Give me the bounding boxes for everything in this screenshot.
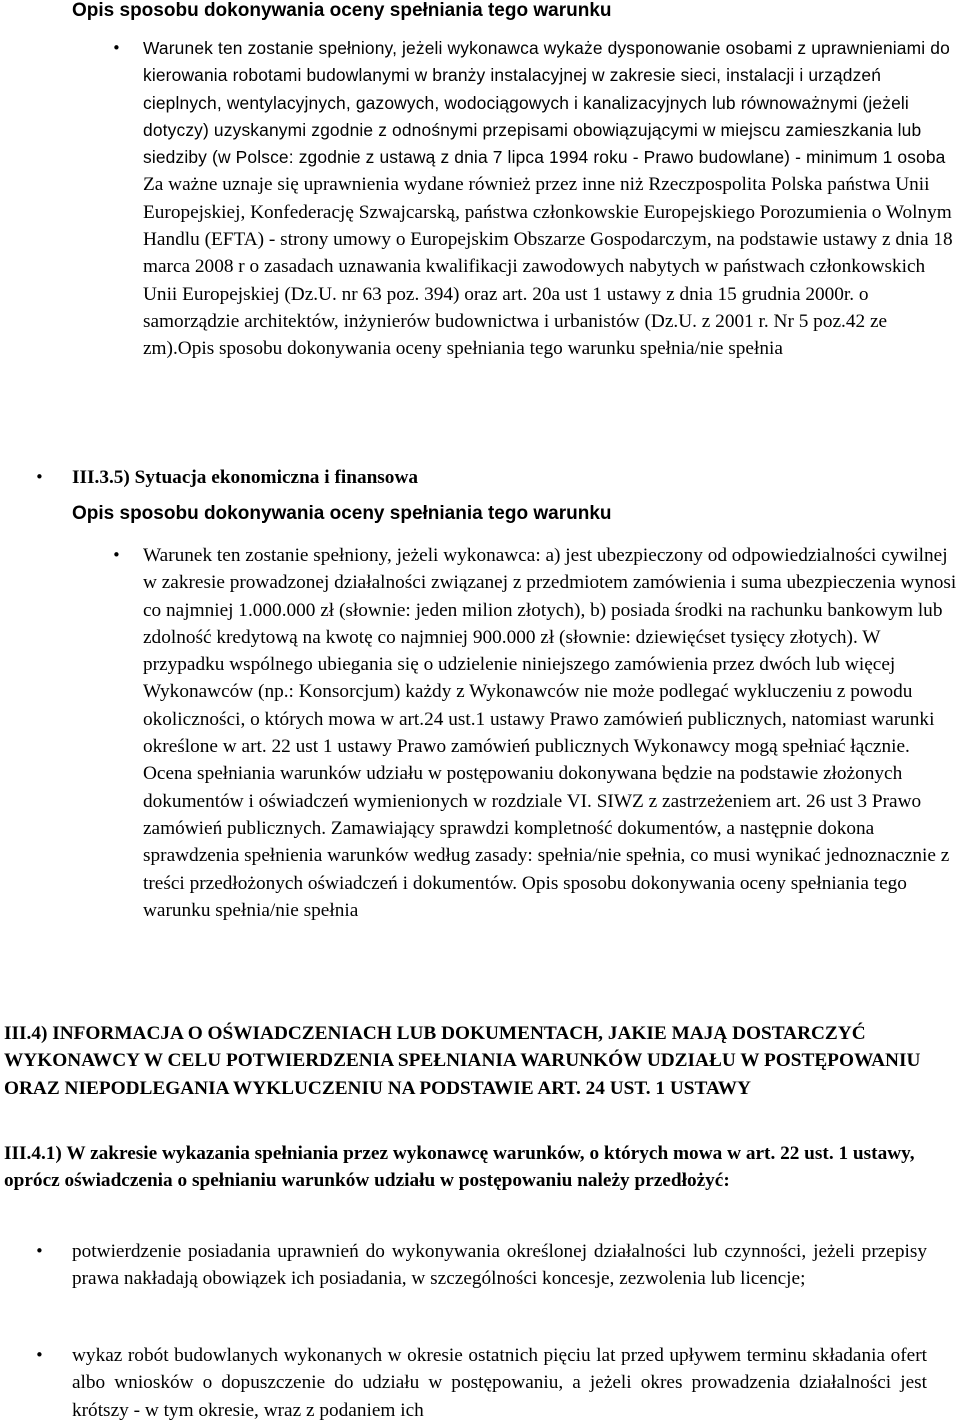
section-iii-3-5: [35, 464, 419, 491]
section-iii-3-5-title: III.3.5) Sytuacja ekonomiczna i finansowa: [72, 467, 419, 488]
assessment-heading: Opis sposobu dokonywania oceny spełniania tego warunku: [72, 503, 612, 524]
bullet-icon: •: [112, 39, 121, 57]
financial-requirement-text: Warunek ten zostanie spełniony, jeżeli wykonawca: a) jest ubezpieczony od odpowiedzialności cywilnej w zakresie prowadzonej działalności związanej z przedmiotem zamówienia i suma ubezpieczenia wynosi co najmniej 1.000.000 zł (słownie: jeden milion złotych), b) posiada środki na rachunku bankowym lub zdolność kredytową na kwotę co najmniej 900.000 zł (słownie: dziewięćset tysięcy złotych). W przypadku wspólnego ubiegania się o udzielenie niniejszego zamówienia przez dwóch lub więcej Wykonawców (np.: Konsorcjum) każdy z Wykonawców nie może podlegać wykluczeniu z powodu okoliczności, o których mowa w art.24 ust.1 ustawy Prawo zamówień publicznych, natomiast warunki określone w art. 22 ust 1 ustawy Prawo zamówień publicznych Wykonawcy mogą spełniać łącznie. Ocena spełniania warunków udziału w postępowaniu dokonywana będzie na podstawie złożonych dokumentów i oświadczeń wymienionych w rozdziale VI. SIWZ z zastrzeżeniem art. 26 ust 3 Prawo zamówień publicznych. Zamawiający sprawdzi kompletność dokumentów, a następnie dokona sprawdzenia spełnienia warunków według zasady: spełnia/nie spełnia, co musi wynikać jednoznacznie z treści przedłożonych oświadczeń i dokumentów. Opis sposobu dokonywania oceny spełniania tego warunku spełnia/nie spełnia: [143, 545, 957, 921]
list-item: [35, 1342, 927, 1424]
financial-requirement-paragraph: [112, 542, 960, 924]
section-iii-4-1-title: III.4.1) W zakresie wykazania spełniania przez wykonawcę warunków, o których mowa w art. 22 ust. 1 ustawy, oprócz oświadczenia o spełnianiu warunków udziału w postępowaniu należy przedłożyć:: [4, 1143, 915, 1192]
list-item: [35, 1238, 927, 1293]
requirement-paragraph: [112, 35, 960, 363]
bullet-icon: •: [112, 546, 121, 564]
section-iii-4-title: III.4) INFORMACJA O OŚWIADCZENIACH LUB DOKUMENTACH, JAKIE MAJĄ DOSTARCZYĆ WYKONAWCY W CELU POTWIERDZENIA SPEŁNIANIA WARUNKÓW UDZIAŁU W POSTĘPOWANIU ORAZ NIEPODLEGANIA WYKLUCZENIU NA PODSTAWIE ART. 24 UST. 1 USTAWY: [4, 1023, 921, 1099]
list-item-text: wykaz robót budowlanych wykonanych w okresie ostatnich pięciu lat przed upływem terminu składania ofert albo wniosków o dopuszczenie do udziału w postępowaniu, a jeżeli okres prowadzenia działalności jest krótszy - w tym okresie, wraz z podaniem ich: [72, 1345, 927, 1421]
bullet-icon: •: [35, 1346, 44, 1364]
bullet-icon: •: [35, 1242, 44, 1260]
bullet-icon: •: [35, 468, 44, 486]
requirement-text-serif: Za ważne uznaje się uprawnienia wydane również przez inne niż Rzeczpospolita Polska państwa Unii Europejskiej, Konfederację Szwajcarską, państwa członkowskie Europejskiego Porozumienia o Wolnym Handlu (EFTA) - strony umowy o Europejskim Obszarze Gospodarczym, na podstawie ustawy z dnia 18 marca 2008 r o zasadach uznawania kwalifikacji zawodowych nabytych w państwach członkowskich Unii Europejskiej (Dz.U. nr 63 poz. 394) oraz art. 20a ust 1 ustawy z dnia 15 grudnia 2000r. o samorządzie architektów, inżynierów budownictwa i urbanistów (Dz.U. z 2001 r. Nr 5 poz.42 ze zm).Opis sposobu dokonywania oceny spełniania tego warunku spełnia/nie spełnia: [143, 174, 953, 360]
requirement-text-sans: Warunek ten zostanie spełniony, jeżeli wykonawca wykaże dysponowanie osobami z uprawnieniami do kierowania robotami budowlanymi w branży instalacyjnej w zakresie sieci, instalacji i urządzeń cieplnych, wentylacyjnych, gazowych, wodociągowych i kanalizacyjnych lub równoważnymi (jeżeli dotyczy) uzyskanymi zgodnie z odnośnymi przepisami obowiązującymi w miejscu zamieszkania lub siedziby (w Polsce: zgodnie z ustawą z dnia 7 lipca 1994 roku - Prawo budowlane) - minimum 1 osoba: [143, 38, 950, 168]
assessment-heading: Opis sposobu dokonywania oceny spełniania tego warunku: [72, 0, 612, 21]
list-item-text: potwierdzenie posiadania uprawnień do wykonywania określonej działalności lub czynności, jeżeli przepisy prawa nakładają obowiązek ich posiadania, w szczególności koncesje, zezwolenia lub licencje;: [72, 1241, 927, 1290]
